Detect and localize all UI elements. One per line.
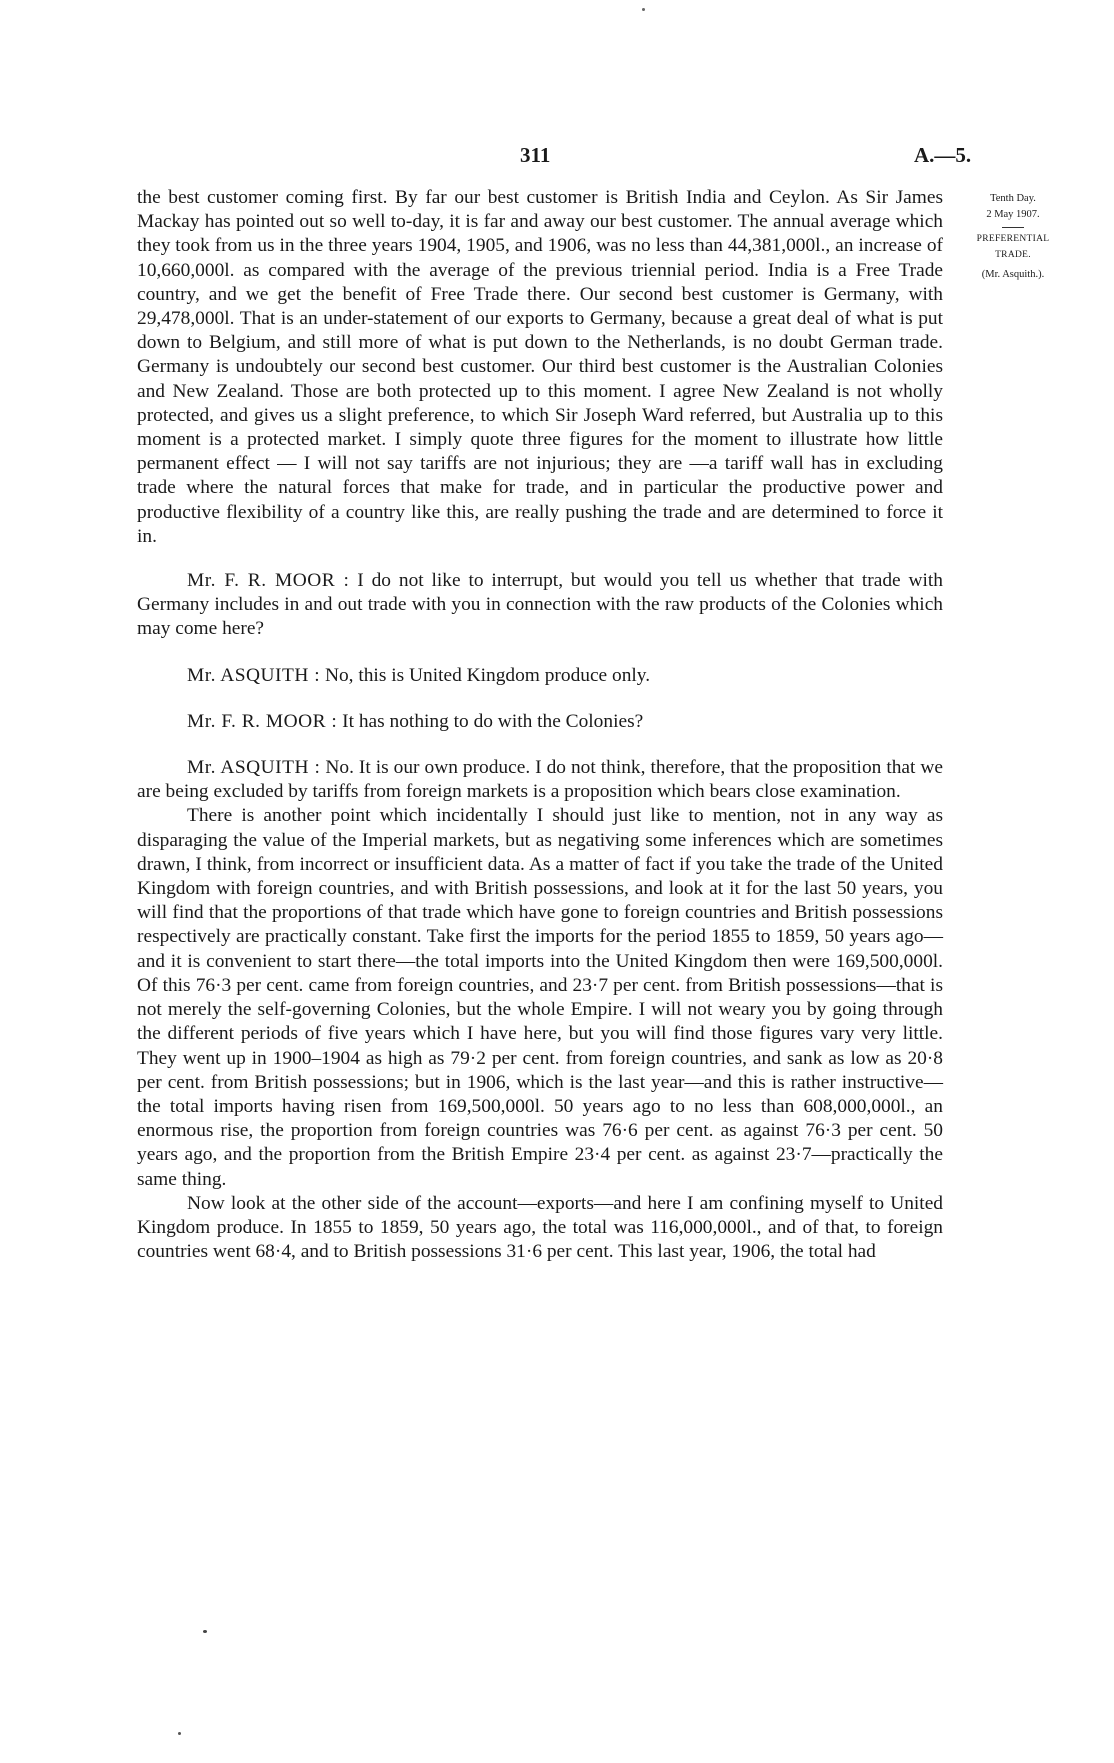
margin-day: Tenth Day.	[990, 193, 1036, 204]
speaker-name: Mr. ASQUITH :	[187, 757, 321, 779]
speech-text: No. It is our own produce. I do not think, therefore, that the proposition that we are being excluded by tariffs from foreign markets is a proposition which bears close examination.	[137, 757, 943, 803]
speech-text: It has nothing to do with the Colonies?	[342, 710, 644, 732]
speaker-name: Mr. F. R. MOOR :	[187, 710, 338, 732]
paragraph-imports: There is another point which incidentally I should just like to mention, not in any way as disparaging the value of the Imperial markets, but as negativing some inferences which are sometimes drawn, I think, from incorrect or insufficient data. As a matter of fact if you take the trade of the United Kingdom with foreign countries, and with British possessions, and look at it for the last 50 years, you will find that the proportions of that trade which have gone to foreign countries and British possessions respectively are practically constant. Take first the imports for the period 1855 to 1859, 50 years ago—and it is convenient to start there—the total imports into the United Kingdom then were 169,500,000l. Of this 76·3 per cent. came from foreign countries, and 23·7 per cent. from British possessions—that is not merely the self-governing Colonies, but the whole Empire. I will not weary you by going through the different periods of five years which I have here, but you will find those figures vary very little. They went up in 1900–1904 as high as 79·2 per cent. from foreign countries, and sank as low as 20·8 per cent. from British possessions; but in 1906, which is the last year—and this is rather instructive—the total imports having risen from 169,500,000l. 50 years ago to no less than 608,000,000l., an enormous rise, the proportion from foreign countries was 76·6 per cent. as against 76·3 per cent. 50 years ago, and the proportion from the British Empire 23·4 per cent. as against 23·7—practically the same thing.	[137, 805, 943, 1190]
speech-moor-1	[137, 569, 943, 642]
margin-rule	[1002, 227, 1024, 228]
paragraph-continuation: the best customer coming first. By far our best customer is British India and Ceylon. As Sir James Mackay has pointed out so well to-day, it is far and away our best customer. The annual average which they took from us in the three years 1904, 1905, and 1906, was no less than 44,381,000l., an increase of 10,660,000l. as compared with the average of the previous triennial period. India is a Free Trade country, and we get the benefit of Free Trade there. Our second best customer is Germany, with 29,478,000l. That is an under-statement of our exports to Germany, because a great deal of what is put down to Belgium, and still more of what is put down to the Netherlands, is no doubt German trade. Germany is undoubtely our second best customer. Our third best customer is the Australian Colonies and New Zealand. Those are both protected up to this moment. I agree New Zealand is not wholly protected, and gives us a slight preference, to which Sir Joseph Ward referred, but Australia up to this moment is a protected market. I simply quote three figures for the moment to illustrate how little permanent effect — I will not say tariffs are not injurious; they are —a tariff wall has in excluding trade where the natural forces that make for trade, and in particular the productive power and productive flexibility of a country like this, are really pushing the trade and are determined to force it in.	[137, 187, 943, 547]
speaker-name: Mr. F. R. MOOR :	[187, 570, 350, 592]
margin-speaker: (Mr. Asquith.).	[981, 269, 1045, 280]
speech-text: No, this is United Kingdom produce only.	[324, 664, 651, 686]
page-number: 311	[520, 143, 551, 167]
speech-text: I do not like to interrupt, but would you tell us whether that trade with Germany includes in and out trade with you in connection with the raw products of the Colonies which may come here?	[137, 570, 943, 640]
margin-topic-line1: PREFERENTIAL	[976, 234, 1050, 244]
speech-asquith-1	[137, 664, 943, 688]
stray-mark	[642, 8, 645, 11]
speaker-name: Mr. ASQUITH :	[187, 664, 321, 686]
margin-date: 2 May 1907.	[986, 209, 1040, 220]
speech-asquith-2	[137, 756, 943, 804]
margin-note	[953, 191, 1073, 283]
speech-moor-2	[137, 710, 943, 734]
document-reference: A.—5.	[914, 143, 972, 167]
paragraph-exports: Now look at the other side of the account—exports—and here I am confining myself to United Kingdom produce. In 1855 to 1859, 50 years ago, the total was 116,000,000l., and of that, to foreign countries went 68·4, and to British possessions 31·6 per cent. This last year, 1906, the total had	[137, 1192, 943, 1263]
stray-mark	[178, 1732, 181, 1735]
body-text	[137, 186, 943, 1264]
margin-topic-line2: TRADE.	[995, 250, 1031, 260]
stray-mark	[203, 1630, 207, 1633]
